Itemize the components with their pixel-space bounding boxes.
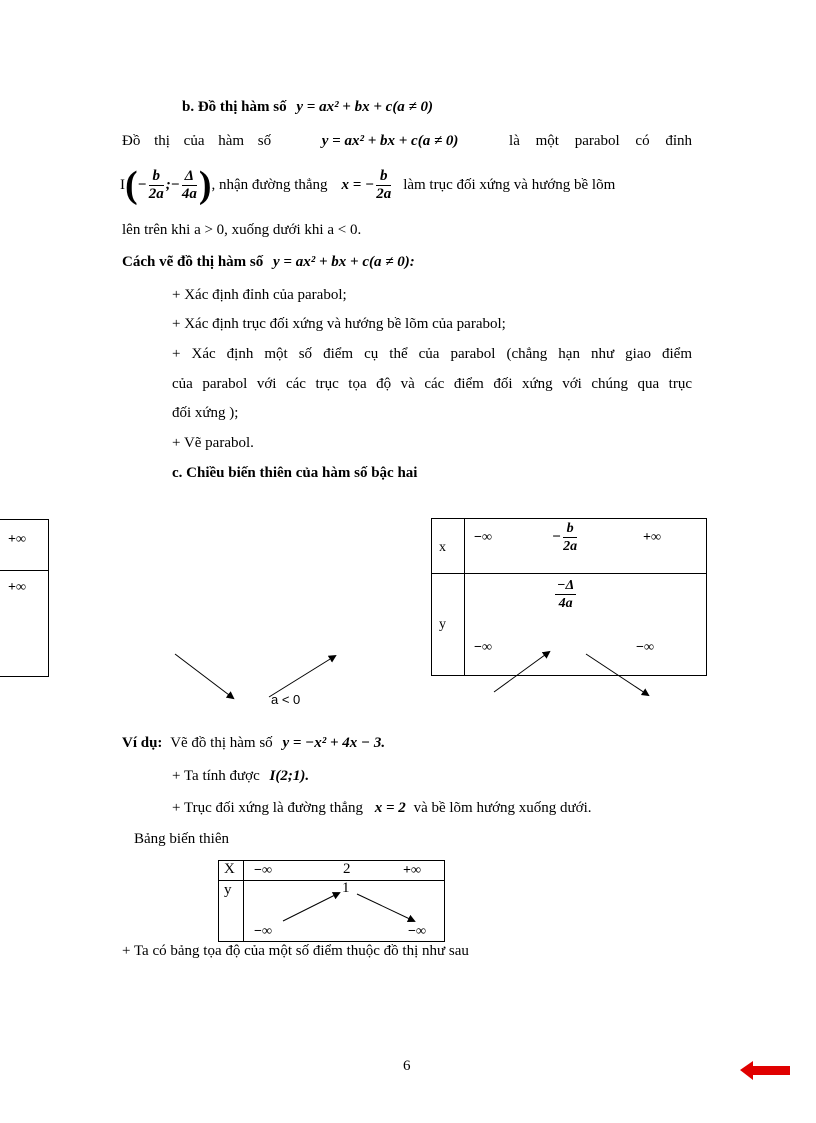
x-neg-inf: −∞ <box>474 530 492 545</box>
arrow-decreasing <box>586 654 648 695</box>
y-right-neg-inf: −∞ <box>636 640 654 655</box>
x-pos-inf: +∞ <box>643 530 661 545</box>
page-number: 6 <box>403 1058 411 1074</box>
formula: x = 2 <box>374 800 406 816</box>
arrow-increasing <box>283 893 339 921</box>
fraction: $\frac{b}{2a}$ <box>376 167 392 202</box>
x-vertex: − $\frac{b}{2a}$ <box>552 521 578 554</box>
x-vertex: 2 <box>343 861 351 877</box>
para1-line1: Đồ thị của hàm số y = ax² + bx + c(a ≠ 0) là một parabol có đỉnh <box>122 133 692 149</box>
left-table-top: +∞ <box>8 532 26 547</box>
x-neg-inf: −∞ <box>254 863 272 878</box>
table-x-label: x <box>439 540 446 555</box>
fraction: $\frac{\Delta}{4a}$ <box>181 167 197 202</box>
howto-heading: Cách vẽ đồ thị hàm số y = ax² + bx + c(a ≠ 0): <box>122 254 415 270</box>
step-1: + Xác định đỉnh của parabol; <box>172 287 347 303</box>
step-3-cont: của parabol với các trục tọa độ và các điểm đối xứng với chúng qua trục <box>172 376 692 392</box>
formula: y = −x² + 4x − 3. <box>282 735 386 751</box>
y-max: 1 <box>342 880 350 896</box>
step-2: + Xác định trục đối xứng và hướng bề lõm của parabol; <box>172 316 506 332</box>
left-table-mid: +∞ <box>8 580 26 595</box>
formula: y = ax² + bx + c(a ≠ 0) <box>321 133 459 149</box>
table-y-label: y <box>224 882 232 898</box>
example-step-1: + Ta tính được I(2;1). <box>172 768 310 784</box>
step-4: + Vẽ parabol. <box>172 435 254 451</box>
arrow-label: a < 0 <box>271 692 301 707</box>
table-y-label: y <box>439 617 446 632</box>
y-left-neg-inf: −∞ <box>474 640 492 655</box>
para1-line2: I ( − $\frac{b}{2a}$ ;− $\frac{\Delta}{4a}$ ) , nhận đường thẳng x = − $\frac{b}{2a}$ làm trục đối xứng và hướng bề lõm <box>120 164 616 206</box>
formula: y = ax² + bx + c(a ≠ 0): <box>273 254 415 270</box>
arrow-increasing <box>494 652 549 692</box>
example-line: Ví dụ: Vẽ đồ thị hàm số y = −x² + 4x − 3. <box>122 735 386 751</box>
table-x-label: X <box>224 861 235 877</box>
arrow-increasing <box>269 656 335 697</box>
para1-line3: lên trên khi a > 0, xuống dưới khi a < 0. <box>122 222 362 238</box>
back-arrow-icon[interactable] <box>740 1061 790 1080</box>
y-max: $\frac{-\Delta}{4a}$ <box>557 578 575 611</box>
y-right-neg-inf: −∞ <box>408 924 426 939</box>
section-c-heading: c. Chiều biến thiên của hàm số bậc hai <box>172 465 418 481</box>
section-b-heading: b. Đồ thị hàm số y = ax² + bx + c(a ≠ 0) <box>182 99 434 115</box>
step-3-end: đối xứng ); <box>172 405 239 421</box>
formula: y = ax² + bx + c(a ≠ 0) <box>296 99 434 115</box>
arrow-decreasing <box>175 654 233 698</box>
coordinates-line: + Ta có bảng tọa độ của một số điểm thuộc đồ thị như sau <box>122 943 469 959</box>
arrow-decreasing <box>357 894 414 921</box>
table-caption: Bảng biến thiên <box>134 831 229 847</box>
y-left-neg-inf: −∞ <box>254 924 272 939</box>
step-3: + Xác định một số điểm cụ thể của parabol (chẳng hạn như giao điểm <box>172 346 692 362</box>
fraction: $\frac{b}{2a}$ <box>148 167 164 202</box>
x-pos-inf: +∞ <box>403 863 421 878</box>
example-step-2: + Trục đối xứng là đường thẳng x = 2 và bề lõm hướng xuống dưới. <box>172 800 592 816</box>
formula: I(2;1). <box>269 768 310 784</box>
